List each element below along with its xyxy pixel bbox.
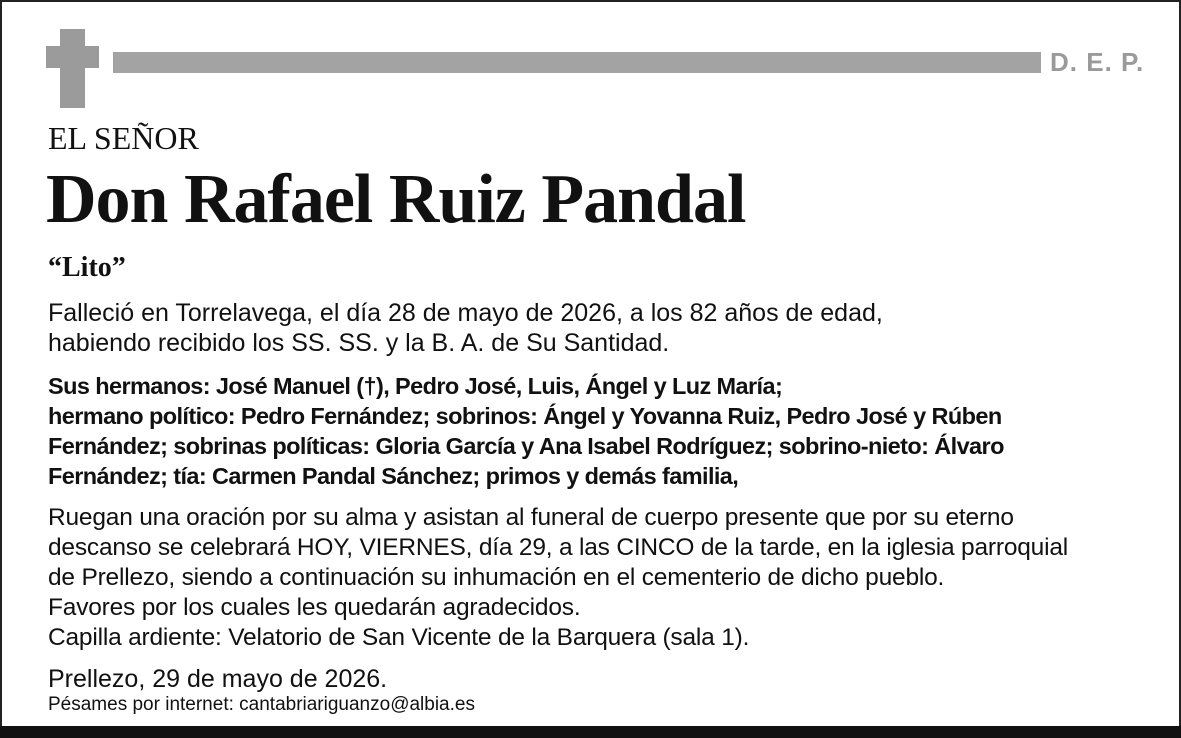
text-line: Capilla ardiente: Velatorio de San Vicente de la Barquera (sala 1). — [48, 624, 750, 651]
text-line: Ruegan una oración por su alma y asistan al funeral de cuerpo presente que por su eterno — [48, 504, 1014, 531]
place-date — [48, 664, 1158, 694]
text-line: Fernández; tía: Carmen Pandal Sánchez; primos y demás familia, — [48, 463, 739, 489]
title-prefix: EL SEÑOR — [48, 120, 199, 156]
text-line: Fernández; sobrinas políticas: Gloria García y Ana Isabel Rodríguez; sobrino-nieto: Álvaro — [48, 433, 1004, 459]
dep-label: D. E. P. — [1050, 47, 1145, 77]
ceremony-details — [48, 503, 1158, 653]
cross-icon — [60, 29, 85, 108]
death-notice — [48, 298, 1158, 358]
place-date-text: Prellezo, 29 de mayo de 2026. — [48, 665, 388, 693]
cross-icon-arm — [46, 46, 99, 68]
condolences-text: Pésames por internet: cantabriariguanzo@albia.es — [48, 694, 475, 715]
text-line: Sus hermanos: José Manuel (†), Pedro José, Luis, Ángel y Luz María; — [48, 373, 783, 399]
text-line: Favores por los cuales les quedarán agradecidos. — [48, 594, 581, 621]
header-rule — [113, 52, 1041, 73]
bottom-border — [0, 726, 1181, 738]
nickname: “Lito” — [48, 252, 126, 283]
text-line: hermano político: Pedro Fernández; sobrinos: Ángel y Yovanna Ruiz, Pedro José y Rúben — [48, 403, 1002, 429]
text-line: Falleció en Torrelavega, el día 28 de mayo de 2026, a los 82 años de edad, — [48, 299, 883, 327]
text-line: de Prellezo, siendo a continuación su inhumación en el cementerio de dicho pueblo. — [48, 564, 945, 591]
text-line: descanso se celebrará HOY, VIERNES, día 29, a las CINCO de la tarde, en la iglesia parroquial — [48, 534, 1069, 561]
condolences-line — [48, 694, 1158, 716]
deceased-name: Don Rafael Ruiz Pandal — [46, 161, 746, 238]
family-list — [48, 371, 1158, 491]
text-line: habiendo recibido los SS. SS. y la B. A. de Su Santidad. — [48, 329, 670, 357]
